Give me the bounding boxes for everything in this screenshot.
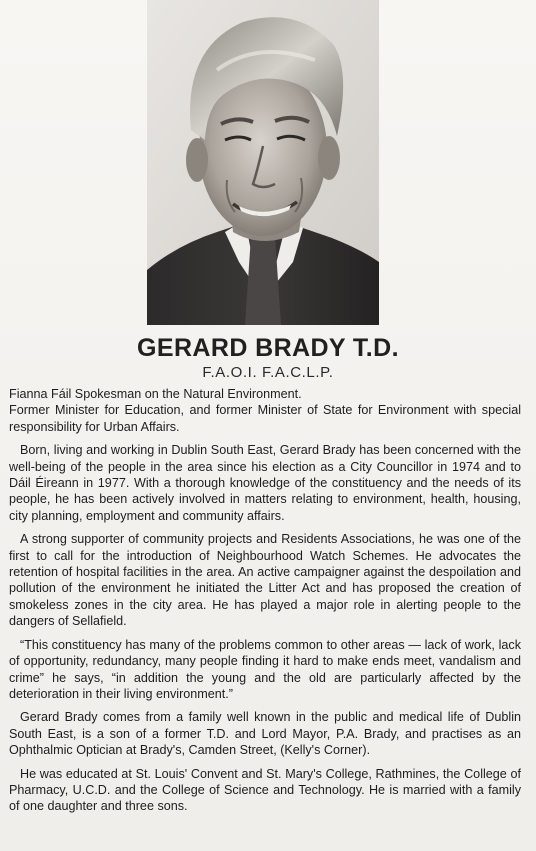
intro-block [9,386,521,435]
paragraph-community: A strong supporter of community projects and Residents Associations, he was one of the first to call for the introduction of Neighbourhood Watch Schemes. He advocates the retention of hospital facilities in the area. An active campaigner against the despoilation and pollution of the environment he initiated the Litter Act and has proposed the creation of smokeless zones in the city area. He has played a major role in alerting people to the dangers of Sellafield. [9,532,521,629]
paragraph-education: He was educated at St. Louis' Convent and St. Mary's College, Rathmines, the College of Pharmacy, U.C.D. and the College of Science and Technology. He is married with a family of one daughter and three sons. [9,766,521,814]
paragraph-background: Born, living and working in Dublin South East, Gerard Brady has been concerned with the well-being of the people in the area since his election as a City Councillor in 1974 and to Dáil Éireann in 1977. With a thorough knowledge of the constituency and the needs of its people, he has been actively involved in matters relating to environment, health, housing, city planning, employment and community affairs. [9,443,521,523]
biography-text [9,386,521,822]
person-name-heading: GERARD BRADY T.D. [137,334,399,362]
portrait-photo [147,0,379,325]
intro-line-spokesman: Fianna Fáil Spokesman on the Natural Environment. [9,387,302,401]
intro-line-former-minister: Former Minister for Education, and former Minister of State for Environment with special responsibility for Urban Affairs. [9,403,521,434]
paragraph-family: Gerard Brady comes from a family well known in the public and medical life of Dublin South East, is a son of a former T.D. and Lord Mayor, P.A. Brady, and practises as an Ophthalmic Optician at Brady's, Camden Street, (Kelly's Corner). [9,710,521,758]
paragraph-quote: “This constituency has many of the problems common to other areas — lack of work, lack of opportunity, redundancy, many people finding it hard to make ends meet, vandalism and crime” he says, “in addition the young and the old are particularly affected by the deterioration in their living environment.” [9,637,521,701]
qualifications-line: F.A.O.I. F.A.C.L.P. [202,364,334,381]
portrait-illustration [147,0,379,325]
